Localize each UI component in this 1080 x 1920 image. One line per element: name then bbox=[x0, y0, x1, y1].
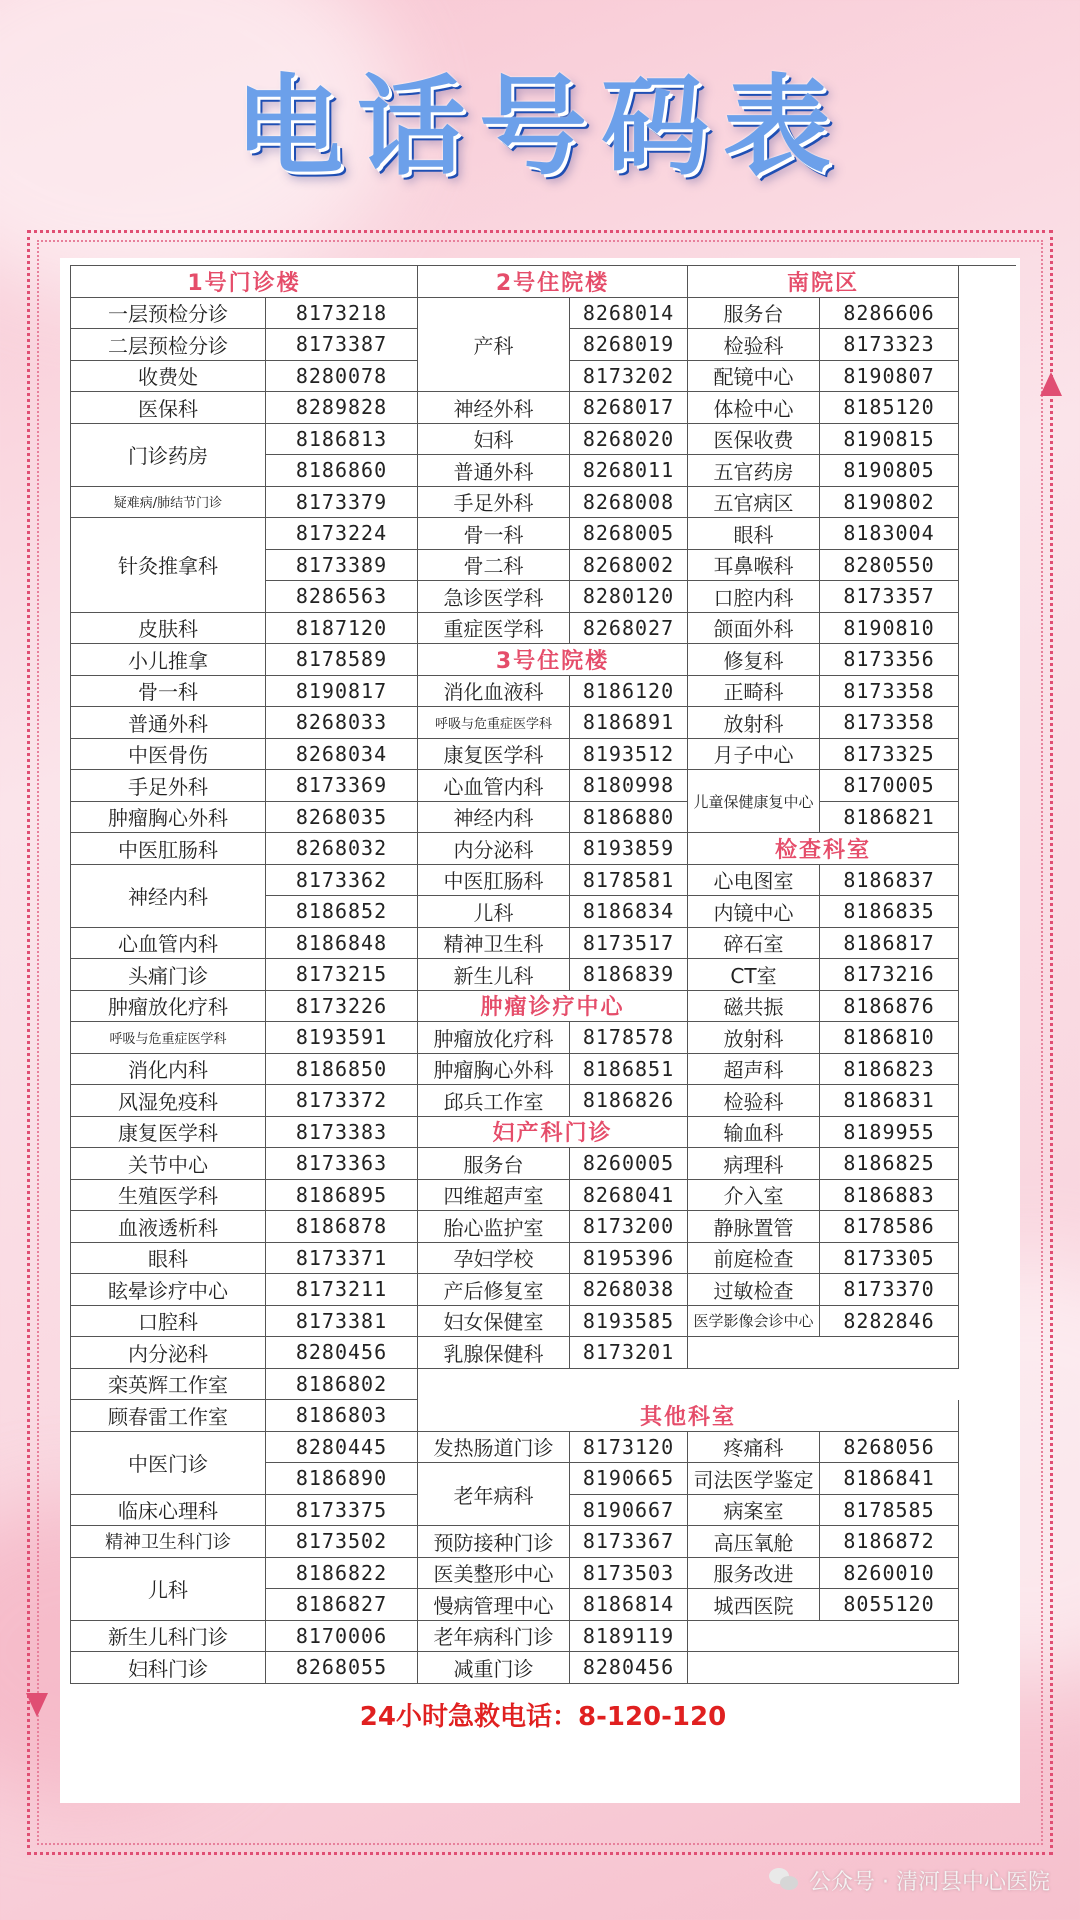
dept-name: 医保科 bbox=[71, 392, 266, 424]
phone-number: 8173371 bbox=[266, 1243, 418, 1275]
phone-number: 8189955 bbox=[820, 1117, 959, 1149]
dept-name: 头痛门诊 bbox=[71, 959, 266, 991]
arrow-up-icon bbox=[1040, 372, 1062, 396]
phone-number: 8173218 bbox=[266, 298, 418, 330]
phone-number: 8190667 bbox=[570, 1495, 688, 1527]
dept-name: 正畸科 bbox=[688, 676, 820, 708]
phone-number: 8186822 bbox=[266, 1558, 418, 1590]
dept-name: 生殖医学科 bbox=[71, 1180, 266, 1212]
empty-cell bbox=[418, 1652, 688, 1684]
phone-number: 8186814 bbox=[570, 1589, 688, 1621]
dept-name: 呼吸与危重症医学科 bbox=[418, 707, 570, 739]
dept-name: 精神卫生科 bbox=[418, 928, 570, 960]
phone-number: 8286606 bbox=[820, 298, 959, 330]
phone-number: 8178586 bbox=[820, 1211, 959, 1243]
dept-name: 口腔科 bbox=[71, 1306, 266, 1338]
phone-number: 8282846 bbox=[820, 1306, 959, 1338]
dept-name: 手足外科 bbox=[71, 770, 266, 802]
phone-number: 8173356 bbox=[820, 644, 959, 676]
phone-number: 8189119 bbox=[570, 1621, 688, 1653]
dept-name: 骨一科 bbox=[71, 676, 266, 708]
dept-name: 司法医学鉴定 bbox=[688, 1463, 820, 1495]
phone-number: 8173224 bbox=[266, 518, 418, 550]
dept-name: 服务台 bbox=[418, 1148, 570, 1180]
phone-number: 8186827 bbox=[266, 1589, 418, 1621]
empty-cell bbox=[688, 1337, 959, 1369]
phone-number: 8055120 bbox=[820, 1589, 959, 1621]
phone-number: 8173375 bbox=[266, 1495, 418, 1527]
phone-number: 8268027 bbox=[570, 613, 688, 645]
phone-number: 8173502 bbox=[266, 1526, 418, 1558]
phone-number: 8186825 bbox=[820, 1148, 959, 1180]
dept-name: 中医骨伤 bbox=[71, 739, 266, 771]
dept-name: 骨一科 bbox=[418, 518, 570, 550]
dept-name: 内镜中心 bbox=[688, 896, 820, 928]
phone-number: 8268019 bbox=[570, 329, 688, 361]
dept-name: 五官药房 bbox=[688, 455, 820, 487]
dept-name: 检验科 bbox=[688, 329, 820, 361]
phone-number: 8173202 bbox=[570, 361, 688, 393]
dept-name: CT室 bbox=[688, 959, 820, 991]
dept-name: 妇科门诊 bbox=[71, 1652, 266, 1684]
phone-number: 8170005 bbox=[820, 770, 959, 802]
footer bbox=[769, 1862, 1050, 1898]
dept-name: 肿瘤放化疗科 bbox=[71, 991, 266, 1023]
phone-number: 8268035 bbox=[266, 802, 418, 834]
phone-number: 8195396 bbox=[570, 1243, 688, 1275]
section-header: 检查科室 bbox=[688, 833, 959, 865]
dept-name: 检验科 bbox=[688, 1085, 820, 1117]
section-header: 妇产科门诊 bbox=[418, 1117, 688, 1149]
phone-number: 8186810 bbox=[820, 1022, 959, 1054]
phone-number: 8173372 bbox=[266, 1085, 418, 1117]
arrow-down-icon bbox=[26, 1693, 48, 1717]
phone-number: 8186851 bbox=[570, 1054, 688, 1086]
page-title: 电话号码表 bbox=[234, 65, 845, 190]
dept-name: 产科 bbox=[418, 298, 570, 393]
section-header: 南院区 bbox=[688, 266, 959, 298]
dept-name: 一层预检分诊 bbox=[71, 298, 266, 330]
phone-number: 8173383 bbox=[266, 1117, 418, 1149]
phone-number: 8186826 bbox=[570, 1085, 688, 1117]
phone-number: 8280550 bbox=[820, 550, 959, 582]
dept-name: 心血管内科 bbox=[418, 770, 570, 802]
phone-number: 8186839 bbox=[570, 959, 688, 991]
phone-number: 8186831 bbox=[820, 1085, 959, 1117]
wechat-icon bbox=[769, 1868, 799, 1892]
dept-name: 服务改进 bbox=[688, 1558, 820, 1590]
dept-name: 老年病科门诊 bbox=[418, 1621, 570, 1653]
phone-number: 8173358 bbox=[820, 676, 959, 708]
phone-number: 8190817 bbox=[266, 676, 418, 708]
phone-number: 8193585 bbox=[570, 1306, 688, 1338]
phone-number: 8173503 bbox=[570, 1558, 688, 1590]
phone-number: 8186852 bbox=[266, 896, 418, 928]
dept-name: 减重门诊 bbox=[418, 1652, 570, 1684]
phone-number: 8268020 bbox=[570, 424, 688, 456]
dept-name: 康复医学科 bbox=[418, 739, 570, 771]
phone-number: 8173305 bbox=[820, 1243, 959, 1275]
dept-name: 修复科 bbox=[688, 644, 820, 676]
dept-name: 前庭检查 bbox=[688, 1243, 820, 1275]
dept-name: 内分泌科 bbox=[71, 1337, 266, 1369]
phone-number: 8186890 bbox=[266, 1463, 418, 1495]
phone-number: 8173381 bbox=[266, 1306, 418, 1338]
dept-name: 疼痛科 bbox=[688, 1432, 820, 1464]
dept-name: 肿瘤放化疗科 bbox=[418, 1022, 570, 1054]
phone-number: 8173517 bbox=[570, 928, 688, 960]
phone-number: 8173215 bbox=[266, 959, 418, 991]
phone-number: 8186860 bbox=[266, 455, 418, 487]
phone-number: 8187120 bbox=[266, 613, 418, 645]
phone-number: 8178585 bbox=[820, 1495, 959, 1527]
phone-number: 8185120 bbox=[820, 392, 959, 424]
dept-name: 服务台 bbox=[688, 298, 820, 330]
phone-number: 8268033 bbox=[266, 707, 418, 739]
phone-number: 8186880 bbox=[570, 802, 688, 834]
dept-name: 耳鼻喉科 bbox=[688, 550, 820, 582]
dept-name: 神经内科 bbox=[71, 865, 266, 928]
dept-name: 医保收费 bbox=[688, 424, 820, 456]
empty-cell bbox=[688, 1621, 959, 1653]
dept-name: 皮肤科 bbox=[71, 613, 266, 645]
dept-name: 老年病科 bbox=[418, 1463, 570, 1526]
dept-name: 门诊药房 bbox=[71, 424, 266, 487]
phone-number: 8186823 bbox=[820, 1054, 959, 1086]
dept-name: 医学影像会诊中心 bbox=[688, 1306, 820, 1338]
phone-number: 8268056 bbox=[820, 1432, 959, 1464]
phone-number: 8173200 bbox=[570, 1211, 688, 1243]
dept-name: 预防接种门诊 bbox=[418, 1526, 570, 1558]
phone-number: 8280120 bbox=[570, 581, 688, 613]
phone-number: 8268034 bbox=[266, 739, 418, 771]
phone-number: 8280456 bbox=[570, 1652, 688, 1684]
dept-name: 精神卫生科门诊 bbox=[71, 1526, 266, 1558]
dept-name: 儿科 bbox=[418, 896, 570, 928]
phone-number: 8173362 bbox=[266, 865, 418, 897]
dept-name: 消化内科 bbox=[71, 1054, 266, 1086]
phone-number: 8280456 bbox=[266, 1337, 418, 1369]
phone-number: 8268011 bbox=[570, 455, 688, 487]
dept-name: 康复医学科 bbox=[71, 1117, 266, 1149]
dept-name: 针灸推拿科 bbox=[71, 518, 266, 613]
phone-number: 8186841 bbox=[820, 1463, 959, 1495]
dept-name: 中医肛肠科 bbox=[71, 833, 266, 865]
dept-name: 肿瘤胸心外科 bbox=[71, 802, 266, 834]
phone-number: 8280078 bbox=[266, 361, 418, 393]
dept-name: 孕妇学校 bbox=[418, 1243, 570, 1275]
phone-number: 8173211 bbox=[266, 1274, 418, 1306]
phone-number: 8190807 bbox=[820, 361, 959, 393]
dept-name: 放射科 bbox=[688, 707, 820, 739]
dept-name: 静脉置管 bbox=[688, 1211, 820, 1243]
dept-name: 关节中心 bbox=[71, 1148, 266, 1180]
phone-number: 8186883 bbox=[820, 1180, 959, 1212]
dept-name: 骨二科 bbox=[418, 550, 570, 582]
phone-number: 8173323 bbox=[820, 329, 959, 361]
phone-number: 8268014 bbox=[570, 298, 688, 330]
phone-number: 8186848 bbox=[266, 928, 418, 960]
dept-name: 口腔内科 bbox=[688, 581, 820, 613]
dept-name: 产后修复室 bbox=[418, 1274, 570, 1306]
emergency-phone: 24小时急救电话：8-120-120 bbox=[359, 1701, 727, 1732]
phone-number: 8186837 bbox=[820, 865, 959, 897]
dept-name: 重症医学科 bbox=[418, 613, 570, 645]
phone-number: 8173216 bbox=[820, 959, 959, 991]
phone-number: 8173325 bbox=[820, 739, 959, 771]
phone-number: 8268032 bbox=[266, 833, 418, 865]
phone-number: 8173363 bbox=[266, 1148, 418, 1180]
phone-number: 8268008 bbox=[570, 487, 688, 519]
phone-number: 8268055 bbox=[266, 1652, 418, 1684]
phone-number: 8268005 bbox=[570, 518, 688, 550]
phone-number: 8173389 bbox=[266, 550, 418, 582]
phone-number: 8268017 bbox=[570, 392, 688, 424]
dept-name: 胎心监护室 bbox=[418, 1211, 570, 1243]
phone-number: 8268038 bbox=[570, 1274, 688, 1306]
dept-name: 乳腺保健科 bbox=[418, 1337, 570, 1369]
phone-number: 8180998 bbox=[570, 770, 688, 802]
dept-name: 血液透析科 bbox=[71, 1211, 266, 1243]
section-header: 其他科室 bbox=[418, 1400, 959, 1432]
phone-number: 8173120 bbox=[570, 1432, 688, 1464]
dept-name: 过敏检查 bbox=[688, 1274, 820, 1306]
phone-number: 8186803 bbox=[266, 1400, 418, 1432]
phone-number: 8186120 bbox=[570, 676, 688, 708]
dept-name: 急诊医学科 bbox=[418, 581, 570, 613]
phone-number: 8183004 bbox=[820, 518, 959, 550]
dept-name: 城西医院 bbox=[688, 1589, 820, 1621]
dept-name: 儿童保健康复中心 bbox=[688, 770, 820, 833]
dept-name: 风湿免疫科 bbox=[71, 1085, 266, 1117]
phone-number: 8186872 bbox=[820, 1526, 959, 1558]
phone-number: 8193859 bbox=[570, 833, 688, 865]
dept-name: 病案室 bbox=[688, 1495, 820, 1527]
phone-number: 8173226 bbox=[266, 991, 418, 1023]
dept-name: 普通外科 bbox=[418, 455, 570, 487]
dept-name: 神经外科 bbox=[418, 392, 570, 424]
dept-name: 中医门诊 bbox=[71, 1432, 266, 1495]
phone-number: 8286563 bbox=[266, 581, 418, 613]
phone-number: 8173387 bbox=[266, 329, 418, 361]
dept-name: 五官病区 bbox=[688, 487, 820, 519]
phone-number: 8186850 bbox=[266, 1054, 418, 1086]
phone-number: 8173370 bbox=[820, 1274, 959, 1306]
dept-name: 顾春雷工作室 bbox=[71, 1400, 266, 1432]
dept-name: 中医肛肠科 bbox=[418, 865, 570, 897]
dept-name: 眼科 bbox=[688, 518, 820, 550]
phone-number: 8186891 bbox=[570, 707, 688, 739]
phone-number: 8268041 bbox=[570, 1180, 688, 1212]
phone-number: 8193512 bbox=[570, 739, 688, 771]
dept-name: 介入室 bbox=[688, 1180, 820, 1212]
dept-name: 新生儿科门诊 bbox=[71, 1621, 266, 1653]
phone-number: 8173369 bbox=[266, 770, 418, 802]
phone-number: 8186813 bbox=[266, 424, 418, 456]
dept-name: 碎石室 bbox=[688, 928, 820, 960]
phone-number: 8190802 bbox=[820, 487, 959, 519]
dept-name: 临床心理科 bbox=[71, 1495, 266, 1527]
dept-name: 消化血液科 bbox=[418, 676, 570, 708]
phone-number: 8186876 bbox=[820, 991, 959, 1023]
dept-name: 眩晕诊疗中心 bbox=[71, 1274, 266, 1306]
dept-name: 二层预检分诊 bbox=[71, 329, 266, 361]
phone-table bbox=[70, 265, 1016, 1684]
dept-name: 神经内科 bbox=[418, 802, 570, 834]
dept-name: 普通外科 bbox=[71, 707, 266, 739]
dept-name: 肿瘤胸心外科 bbox=[418, 1054, 570, 1086]
dept-name: 收费处 bbox=[71, 361, 266, 393]
dept-name: 儿科 bbox=[71, 1558, 266, 1621]
phone-number: 8260010 bbox=[820, 1558, 959, 1590]
phone-number: 8190810 bbox=[820, 613, 959, 645]
phone-number: 8186817 bbox=[820, 928, 959, 960]
dept-name: 心电图室 bbox=[688, 865, 820, 897]
phone-number: 8260005 bbox=[570, 1148, 688, 1180]
phone-number: 8186802 bbox=[266, 1369, 418, 1401]
phone-number: 8170006 bbox=[266, 1621, 418, 1653]
footer-source: 公众号 · 清河县中心医院 bbox=[809, 1869, 1050, 1895]
dept-name: 手足外科 bbox=[418, 487, 570, 519]
phone-number: 8186834 bbox=[570, 896, 688, 928]
phone-number: 8186895 bbox=[266, 1180, 418, 1212]
dept-name: 呼吸与危重症医学科 bbox=[71, 1022, 266, 1054]
phone-number: 8178578 bbox=[570, 1022, 688, 1054]
dept-name: 医美整形中心 bbox=[418, 1558, 570, 1590]
phone-number: 8268002 bbox=[570, 550, 688, 582]
dept-name: 心血管内科 bbox=[71, 928, 266, 960]
section-header: 1号门诊楼 bbox=[71, 266, 418, 298]
dept-name: 输血科 bbox=[688, 1117, 820, 1149]
dept-name: 小儿推拿 bbox=[71, 644, 266, 676]
phone-number: 8289828 bbox=[266, 392, 418, 424]
dept-name: 体检中心 bbox=[688, 392, 820, 424]
phone-number: 8186821 bbox=[820, 802, 959, 834]
dept-name: 邱兵工作室 bbox=[418, 1085, 570, 1117]
dept-name: 发热肠道门诊 bbox=[418, 1432, 570, 1464]
dept-name: 配镜中心 bbox=[688, 361, 820, 393]
phone-number: 8193591 bbox=[266, 1022, 418, 1054]
phone-number: 8178589 bbox=[266, 644, 418, 676]
dept-name: 磁共振 bbox=[688, 991, 820, 1023]
phone-number: 8173358 bbox=[820, 707, 959, 739]
dept-name: 病理科 bbox=[688, 1148, 820, 1180]
phone-number: 8190665 bbox=[570, 1463, 688, 1495]
dept-name: 疑难病/肺结节门诊 bbox=[71, 487, 266, 519]
dept-name: 放射科 bbox=[688, 1022, 820, 1054]
empty-cell bbox=[688, 1652, 959, 1684]
section-header: 2号住院楼 bbox=[418, 266, 688, 298]
dept-name: 超声科 bbox=[688, 1054, 820, 1086]
phone-number: 8173357 bbox=[820, 581, 959, 613]
dept-name: 新生儿科 bbox=[418, 959, 570, 991]
dept-name: 颌面外科 bbox=[688, 613, 820, 645]
phone-number: 8190815 bbox=[820, 424, 959, 456]
phone-number: 8190805 bbox=[820, 455, 959, 487]
dept-name: 妇女保健室 bbox=[418, 1306, 570, 1338]
phone-number: 8173379 bbox=[266, 487, 418, 519]
phone-number: 8280445 bbox=[266, 1432, 418, 1464]
phone-number: 8186878 bbox=[266, 1211, 418, 1243]
dept-name: 妇科 bbox=[418, 424, 570, 456]
section-header: 3号住院楼 bbox=[418, 644, 688, 676]
phone-number: 8178581 bbox=[570, 865, 688, 897]
phone-number: 8173367 bbox=[570, 1526, 688, 1558]
dept-name: 眼科 bbox=[71, 1243, 266, 1275]
dept-name: 四维超声室 bbox=[418, 1180, 570, 1212]
dept-name: 内分泌科 bbox=[418, 833, 570, 865]
phone-number: 8186835 bbox=[820, 896, 959, 928]
dept-name: 高压氧舱 bbox=[688, 1526, 820, 1558]
section-header: 肿瘤诊疗中心 bbox=[418, 991, 688, 1023]
phone-number: 8173201 bbox=[570, 1337, 688, 1369]
dept-name: 月子中心 bbox=[688, 739, 820, 771]
dept-name: 栾英辉工作室 bbox=[71, 1369, 266, 1401]
dept-name: 慢病管理中心 bbox=[418, 1589, 570, 1621]
